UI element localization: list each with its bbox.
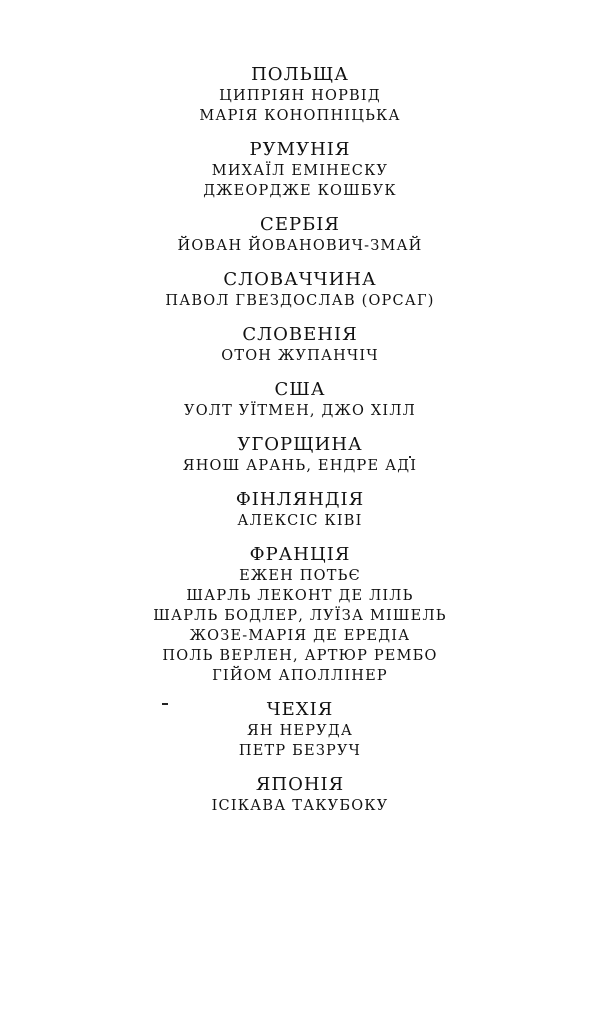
print-speck <box>409 456 411 458</box>
section-romania <box>0 139 600 201</box>
country-heading: СЕРБІЯ <box>260 214 340 235</box>
author-line: АЛЕКСІС КІВІ <box>237 513 363 529</box>
country-heading: СЛОВАЧЧИНА <box>223 269 377 290</box>
author-line: ШАРЛЬ ЛЕКОНТ ДЕ ЛІЛЬ <box>186 588 414 604</box>
section-usa <box>0 379 600 421</box>
country-heading: ЧЕХІЯ <box>266 699 334 720</box>
author-line: ЙОВАН ЙОВАНОВИЧ-ЗМАЙ <box>177 238 423 254</box>
country-heading: ПОЛЬЩА <box>251 64 349 85</box>
author-line: ДЖЕОРДЖЕ КОШБУК <box>203 183 397 199</box>
country-heading: УГОРЩИНА <box>237 434 363 455</box>
author-line: МИХАЇЛ ЕМІНЕСКУ <box>211 163 389 179</box>
section-slovakia <box>0 269 600 311</box>
section-hungary <box>0 434 600 476</box>
author-line: УОЛТ УЇТМЕН, ДЖО ХІЛЛ <box>184 403 416 419</box>
author-line: ШАРЛЬ БОДЛЕР, ЛУЇЗА МІШЕЛЬ <box>153 608 447 624</box>
country-heading: США <box>274 379 326 400</box>
author-line: ЯН НЕРУДА <box>247 723 353 739</box>
author-line: ЖОЗЕ-МАРІЯ ДЕ ЕРЕДІА <box>189 628 411 644</box>
country-heading: СЛОВЕНІЯ <box>242 324 358 345</box>
print-speck <box>162 703 168 705</box>
country-heading: РУМУНІЯ <box>249 139 351 160</box>
author-line: ІСІКАВА ТАКУБОКУ <box>211 798 389 814</box>
author-line: ОТОН ЖУПАНЧІЧ <box>221 348 379 364</box>
country-heading: ФІНЛЯНДІЯ <box>235 489 365 510</box>
country-heading: ЯПОНІЯ <box>255 774 345 795</box>
author-line: ЦИПРІЯН НОРВІД <box>219 88 381 104</box>
contents-page <box>0 64 600 829</box>
author-line: ГІЙОМ АПОЛЛІНЕР <box>212 668 388 684</box>
section-czechia <box>0 699 600 761</box>
section-serbia <box>0 214 600 256</box>
section-poland <box>0 64 600 126</box>
section-japan <box>0 774 600 816</box>
author-line: ПАВОЛ ГВЕЗДОСЛАВ (ОРСАГ) <box>165 293 435 309</box>
author-line: ЕЖЕН ПОТЬЄ <box>239 568 361 584</box>
author-line: ЯНОШ АРАНЬ, ЕНДРЕ АДІ <box>182 458 418 474</box>
author-line: ПОЛЬ ВЕРЛЕН, АРТЮР РЕМБО <box>162 648 438 664</box>
country-heading: ФРАНЦІЯ <box>249 544 351 565</box>
section-slovenia <box>0 324 600 366</box>
author-line: МАРІЯ КОНОПНІЦЬКА <box>199 108 401 124</box>
section-france <box>0 544 600 686</box>
section-finland <box>0 489 600 531</box>
author-line: ПЕТР БЕЗРУЧ <box>238 743 362 759</box>
